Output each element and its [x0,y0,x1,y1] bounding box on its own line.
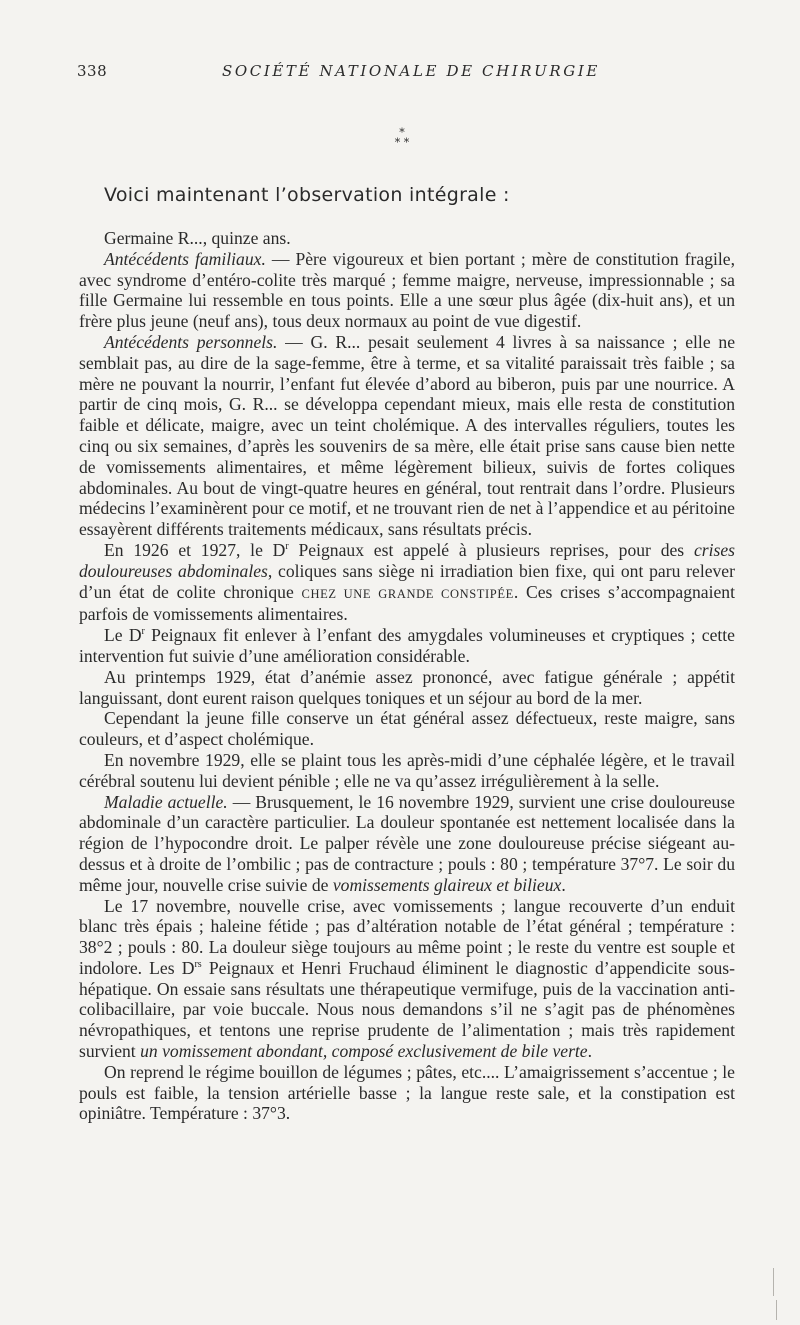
section-label: Antécédents familiaux. [104,248,266,269]
paragraph-text: — Père vigoureux et bien portant ; mère de constitution fragile, avec syndrome d’entéro-colite très marqué ; femme maigre, nerveuse, impressionnable ; sa fille Germaine lui ressemble en tous points. Elle a une sœur plus âgée (dix-huit ans), et un frère plus jeune (neuf ans), tous deux normaux au point de vue digestif. [79,248,735,332]
asterism-top: * [399,126,405,139]
paragraph-november-1929 [79,750,735,792]
paragraph-text: , coliques sans siège ni irradiation bien fixe, qui ont paru relever d’un état de colite chronique [79,560,735,602]
paragraph-text: Peignaux fit enlever à l’enfant des amygdales volumineuses et cryptiques ; cette intervention fut suivie d’une amélioration considérable. [79,625,735,666]
paragraph-text: Cependant la jeune fille conserve un état général assez défectueux, reste maigre, sans couleurs, et d’aspect cholémique. [79,708,735,750]
observation-text [79,228,735,1124]
paragraph-current-illness [79,792,735,896]
running-title: SOCIÉTÉ NATIONALE DE CHIRURGIE [222,62,600,80]
asterism-bottom: * * [394,136,410,149]
page-header [77,62,757,84]
asterism-separator [380,128,424,148]
paragraph-17-november [79,896,735,1062]
intro-line: Voici maintenant l’observation intégrale : [104,184,510,206]
superscript: r [285,541,289,553]
superscript: r [141,626,145,638]
paragraph-text: . [587,1041,593,1062]
paragraph-1926-1927 [79,540,735,625]
paragraph-text: Peignaux est appelé à plusieurs reprises, pour des [288,539,694,560]
paragraph-text: Au printemps 1929, état d’anémie assez prononcé, avec fatigue générale ; appétit languissant, dont eurent raison quelques toniques et un séjour au bord de la mer. [79,666,735,708]
paragraph-text: . [561,874,566,895]
paragraph-text: . Ces crises s’accompagnaient parfois de vomissements alimentaires. [79,581,735,625]
paragraph-text: — G. R... pesait seulement 4 livres à sa naissance ; elle ne semblait pas, au dire de la sage-femme, être à terme, et sa vitalité paraissait très faible ; sa mère ne pouvant la nourrir, l’enfant fut élevée d’abord au biberon, puis par une nourrice. A partir de cinq mois, G. R... se développa cependant mieux, mais elle resta de constitution faible et délicate, maigre, avec un teint cholémique. A des intervalles réguliers, toutes les cinq ou six semaines, d’après les souvenirs de sa mère, elle était prise sans cause bien nette de vomissements alimentaires, et même légèrement bilieux, suivis de fortes coliques abdominales. Au bout de vingt-quatre heures en général, tout rentrait dans l’ordre. Plusieurs médecins l’examinèrent pour ce motif, et ne trouvant rien de net à l’appendice et au péritoine essayèrent différents traitements médicaux, sans résultats précis. [79,331,736,540]
scan-edge-mark [776,1300,777,1320]
paragraph-regime [79,1062,735,1124]
page-number: 338 [77,62,108,80]
italic-phrase: vomissements glaireux et bilieux [332,874,562,895]
paragraph-text: En 1926 et 1927, le D [104,539,286,560]
paragraph-text: — Brusquement, le 16 novembre 1929, survient une crise douloureuse abdominale d’un caractère particulier. La douleur spontanée est nettement localisée dans la région de l’hypocondre droit. Le palper révèle une zone douloureuse précise siégeant au-dessus et à droite de l’ombilic ; pas de contracture ; pouls : 80 ; température 37°7. Le soir du même jour, nouvelle crise suivie de [79,791,735,895]
paragraph-text: En novembre 1929, elle se plaint tous les après-midi d’une céphalée légère, et le travail cérébral soutenu lui devient pénible ; elle ne va qu’assez irrégulièrement à la selle. [79,749,735,791]
italic-phrase: un vomissement abondant, composé exclusivement de bile verte [140,1041,588,1062]
paragraph-general-state [79,708,735,750]
superscript: rs [194,959,202,971]
paragraph-text: Germaine R..., quinze ans. [104,228,291,248]
paragraph-text: Peignaux et Henri Fruchaud éliminent le diagnostic d’appendicite sous-hépatique. On essaie sans résultats une thérapeutique vermifuge, puis de la vaccination anti-colibacillaire, par voie buccale. Nous nous demandons s’il ne s’agit pas de phénomènes névropathiques, et tentons une reprise prudente de l’alimentation ; mais très rapidement survient [79,957,736,1062]
paragraph-spring-1929 [79,667,735,709]
paragraph-personal-history [79,332,735,540]
paragraph-family-history [79,249,735,332]
paragraph-text: Le D [104,625,142,646]
paragraph-text: Le 17 novembre, nouvelle crise, avec vomissements ; langue recouverte d’un enduit blanc très épais ; haleine fétide ; pas d’altération notable de l’état général ; température : 38°2 ; pouls : 80. La douleur siège toujours au même point ; le reste du ventre est souple et indolore. Les D [79,895,735,978]
scan-edge-mark [773,1268,774,1296]
paragraph-patient [79,228,735,249]
italic-phrase: crises douloureuses abdominales [79,539,735,581]
small-caps-phrase: CHEZ UNE GRANDE CONSTIPÉE [301,586,514,601]
section-label: Maladie actuelle. [104,791,228,812]
section-label: Antécédents personnels. [104,331,278,352]
paragraph-text: On reprend le régime bouillon de légumes ; pâtes, etc.... L’amaigrissement s’accentue ; le pouls est faible, la tension artérielle basse ; la langue reste sale, et la constipation est opiniâtre. Température : 37°3. [79,1061,735,1124]
paragraph-tonsils [79,625,735,667]
